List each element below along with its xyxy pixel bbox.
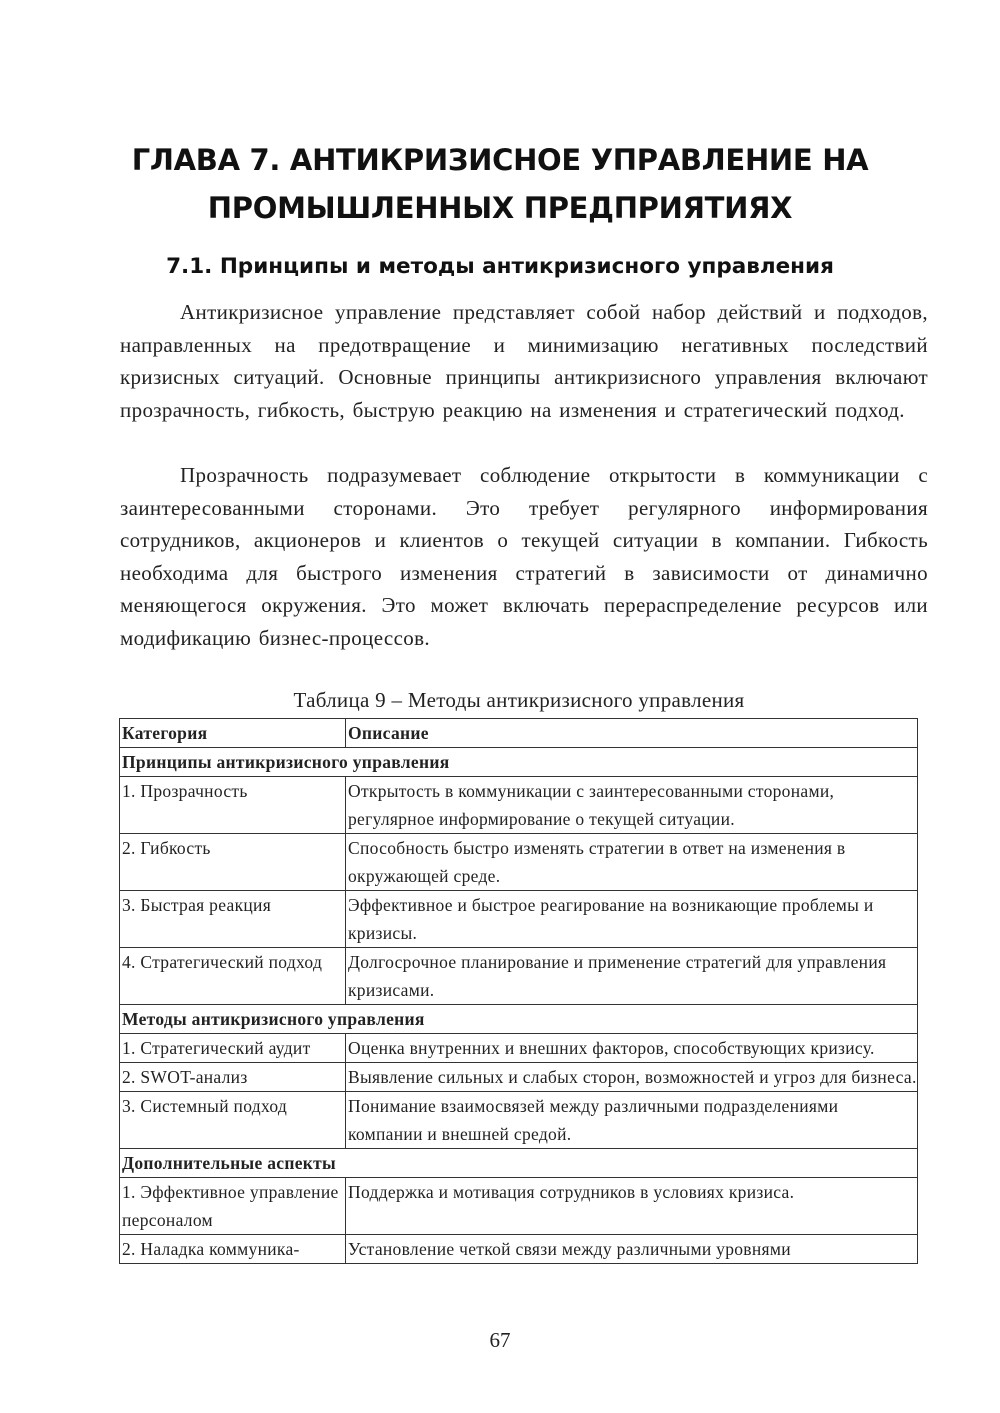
category-cell: 3. Системный подход: [120, 1092, 346, 1149]
description-cell: Способность быстро изменять стратегии в ответ на изменения в окружающей среде.: [346, 834, 918, 891]
table-row: [120, 948, 918, 1005]
table-group-row: [120, 1005, 918, 1034]
column-header-description: Описание: [346, 719, 918, 748]
category-cell: 3. Быстрая реакция: [120, 891, 346, 948]
category-cell: 1. Прозрачность: [120, 777, 346, 834]
description-cell: Выявление сильных и слабых сторон, возможностей и угроз для бизнеса.: [346, 1063, 918, 1092]
category-cell: 1. Эффективное управление персоналом: [120, 1178, 346, 1235]
table-row: [120, 834, 918, 891]
group-title: Дополнительные аспекты: [120, 1149, 918, 1178]
description-cell: Поддержка и мотивация сотрудников в условиях кризиса.: [346, 1178, 918, 1235]
group-title: Принципы антикризисного управления: [120, 748, 918, 777]
category-cell: 2. Наладка коммуника-: [120, 1235, 346, 1264]
paragraph: Прозрачность подразумевает соблюдение открытости в коммуникации с заинтересованными сторонами. Это требует регулярного информирования сотрудников, акционеров и клиентов о текущей ситуации в компании. Гибкость необходима для быстрого изменения стратегий в зависимости от динамично меняющегося окружения. Это может включать перераспределение ресурсов или модификацию бизнес-процессов.: [120, 463, 928, 650]
page-number: 67: [489, 1328, 511, 1352]
table-row: [120, 1034, 918, 1063]
table-row: [120, 1063, 918, 1092]
table-group-row: [120, 1149, 918, 1178]
table-caption: Таблица 9 – Методы антикризисного управления: [293, 688, 745, 712]
chapter-title: [80, 136, 920, 232]
table-group-row: [120, 748, 918, 777]
category-cell: 1. Стратегический аудит: [120, 1034, 346, 1063]
table-row: [120, 1235, 918, 1264]
table-header-row: [120, 719, 918, 748]
paragraph: Антикризисное управление представляет собой набор действий и подходов, направленных на предотвращение и минимизацию негативных последствий кризисных ситуаций. Основные принципы антикризисного управления включают прозрачность, гибкость, быструю реакцию на изменения и стратегический подход.: [120, 300, 928, 422]
description-cell: Долгосрочное планирование и применение стратегий для управления кризисами.: [346, 948, 918, 1005]
column-header-category: Категория: [120, 719, 346, 748]
description-cell: Открытость в коммуникации с заинтересованными сторонами, регулярное информирование о текущей ситуации.: [346, 777, 918, 834]
table-row: [120, 1092, 918, 1149]
chapter-title-line-1: ГЛАВА 7. АНТИКРИЗИСНОЕ УПРАВЛЕНИЕ НА: [131, 143, 869, 177]
group-title: Методы антикризисного управления: [120, 1005, 918, 1034]
description-cell: Оценка внутренних и внешних факторов, способствующих кризису.: [346, 1034, 918, 1063]
table-row: [120, 777, 918, 834]
category-cell: 2. Гибкость: [120, 834, 346, 891]
methods-table: [119, 718, 918, 1264]
category-cell: 2. SWOT-анализ: [120, 1063, 346, 1092]
description-cell: Понимание взаимосвязей между различными подразделениями компании и внешней средой.: [346, 1092, 918, 1149]
table-row: [120, 891, 918, 948]
description-cell: Установление четкой связи между различными уровнями: [346, 1235, 918, 1264]
table-row: [120, 1178, 918, 1235]
description-cell: Эффективное и быстрое реагирование на возникающие проблемы и кризисы.: [346, 891, 918, 948]
section-title: 7.1. Принципы и методы антикризисного управления: [166, 254, 834, 279]
chapter-title-line-2: ПРОМЫШЛЕННЫХ ПРЕДПРИЯТИЯХ: [207, 191, 793, 225]
category-cell: 4. Стратегический подход: [120, 948, 346, 1005]
